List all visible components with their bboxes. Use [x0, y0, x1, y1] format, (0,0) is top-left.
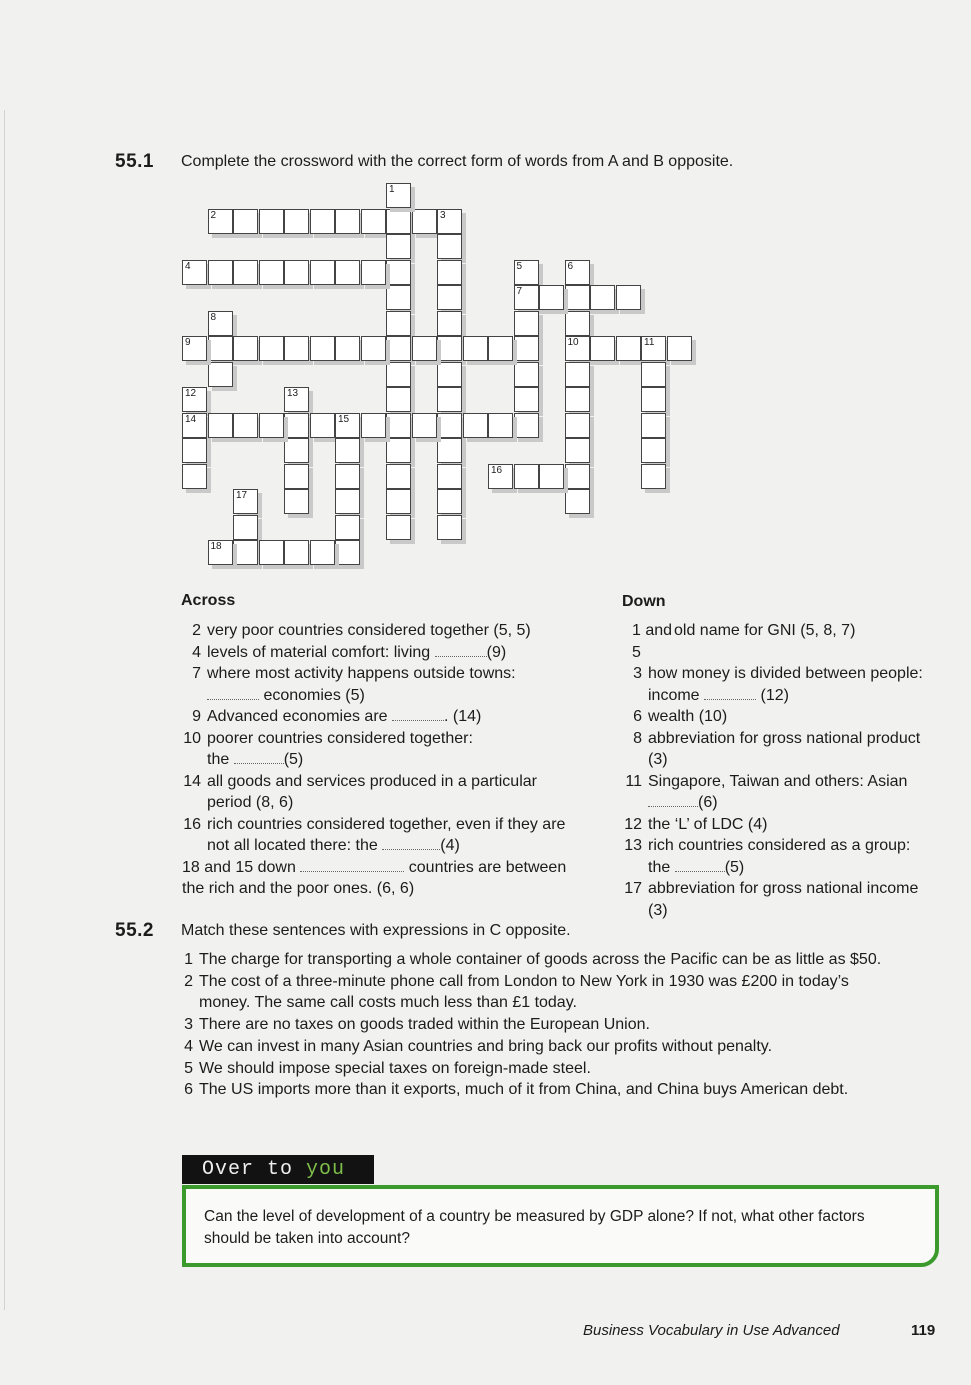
across-clue: 4 levels of material comfort: living (9)	[192, 643, 507, 661]
crossword-cell[interactable]	[641, 336, 666, 361]
crossword-cell[interactable]	[284, 413, 309, 438]
crossword-cell[interactable]	[437, 387, 462, 412]
crossword-cell[interactable]	[641, 464, 666, 489]
down-clue: 8 abbreviation for gross national product (3)	[633, 729, 921, 768]
crossword-cell[interactable]	[667, 336, 692, 361]
crossword-cell[interactable]	[386, 489, 411, 514]
crossword-cell[interactable]	[488, 413, 513, 438]
crossword-cell[interactable]	[539, 464, 564, 489]
crossword-cell[interactable]	[514, 260, 539, 285]
crossword-cell[interactable]	[514, 413, 539, 438]
crossword-cell[interactable]	[233, 209, 258, 234]
crossword-cell[interactable]	[233, 413, 258, 438]
crossword-cell[interactable]	[437, 413, 462, 438]
exercise-instruction-2: Match these sentences with expressions in C opposite.	[181, 922, 571, 939]
crossword-cell[interactable]	[386, 234, 411, 259]
crossword-cell[interactable]	[335, 515, 360, 540]
crossword-cell[interactable]	[208, 540, 233, 565]
crossword-cell[interactable]	[514, 311, 539, 336]
crossword-clue-number: 16	[491, 464, 503, 476]
down-clue: 6 wealth (10)	[633, 708, 728, 725]
crossword-cell[interactable]	[233, 260, 258, 285]
down-clue: 1 and 5 old name for GNI (5, 8, 7)	[632, 622, 856, 661]
crossword-cell[interactable]	[284, 438, 309, 463]
crossword-cell[interactable]	[488, 336, 513, 361]
crossword-cell[interactable]	[539, 285, 564, 310]
crossword-clue-number: 6	[567, 260, 574, 272]
crossword-cell[interactable]	[514, 336, 539, 361]
crossword-cell[interactable]	[284, 336, 309, 361]
across-clue: 18 and 15 down countries are between the rich and the poor ones. (6, 6)	[182, 858, 567, 897]
crossword-cell[interactable]	[335, 209, 360, 234]
across-clue: 9 Advanced economies are . (14)	[192, 708, 482, 725]
crossword-cell[interactable]	[386, 438, 411, 463]
crossword-cell[interactable]	[259, 209, 284, 234]
crossword-cell[interactable]	[386, 515, 411, 540]
across-clue-list	[181, 620, 571, 900]
crossword-cell[interactable]	[565, 413, 590, 438]
across-heading: Across	[181, 592, 236, 609]
crossword-cell[interactable]	[208, 362, 233, 387]
crossword-cell[interactable]	[361, 209, 386, 234]
crossword-clue-number: 4	[185, 260, 191, 272]
crossword-cell[interactable]	[284, 387, 309, 412]
book-title: Business Vocabulary in Use Advanced	[583, 1322, 840, 1339]
crossword-cell[interactable]	[233, 489, 258, 514]
crossword-cell[interactable]	[437, 515, 462, 540]
exercise-number-2: 55.2	[115, 920, 154, 941]
crossword-cell[interactable]	[565, 362, 590, 387]
crossword-cell[interactable]	[616, 336, 641, 361]
match-sentence: 2 The cost of a three-minute phone call from London to New York in 1930 was £200 in today’s money. The same call costs much less than £1 today.	[184, 972, 849, 1012]
match-sentence: 5 We should impose special taxes on foreign-made steel.	[184, 1059, 591, 1077]
crossword-cell[interactable]	[284, 464, 309, 489]
match-sentence: 3 There are no taxes on goods traded within the European Union.	[184, 1016, 650, 1034]
crossword-cell[interactable]	[233, 515, 258, 540]
crossword-cell[interactable]	[386, 362, 411, 387]
crossword-cell[interactable]	[565, 260, 590, 285]
crossword-cell[interactable]	[565, 489, 590, 514]
crossword-cell[interactable]	[233, 336, 258, 361]
crossword-cell[interactable]	[565, 438, 590, 463]
crossword-clue-number: 7	[516, 286, 523, 297]
down-clue: 3 how money is divided between people: income (12)	[633, 665, 923, 704]
crossword-clue-number: 1	[389, 184, 395, 195]
match-sentence: 1 The charge for transporting a whole container of goods across the Pacific can be as little as $50.	[184, 951, 882, 968]
down-clue: 11 Singapore, Taiwan and others: Asian (6)	[625, 772, 908, 811]
crossword-cell[interactable]	[310, 540, 335, 565]
crossword-cell[interactable]	[437, 438, 462, 463]
exercise-instruction-1: Complete the crossword with the correct form of words from A and B opposite.	[181, 153, 734, 170]
crossword-clue-number: 14	[185, 413, 197, 425]
crossword-cell[interactable]	[208, 413, 233, 438]
over-to-you-box	[182, 1185, 939, 1267]
crossword-clue-number: 12	[185, 388, 197, 399]
crossword-cell[interactable]	[386, 260, 411, 285]
crossword-cell[interactable]	[335, 413, 360, 438]
crossword-cell[interactable]	[386, 387, 411, 412]
crossword-cell[interactable]	[437, 285, 462, 310]
crossword-cell[interactable]	[259, 413, 284, 438]
down-clue-list	[622, 620, 932, 921]
crossword-cell[interactable]	[616, 285, 641, 310]
crossword-cell[interactable]	[514, 464, 539, 489]
crossword-cell[interactable]	[310, 336, 335, 361]
crossword-cell[interactable]	[437, 362, 462, 387]
crossword-cell[interactable]	[514, 362, 539, 387]
crossword-cell[interactable]	[488, 464, 513, 489]
crossword-cell[interactable]	[208, 336, 233, 361]
crossword-clue-number: 15	[338, 413, 350, 425]
crossword-cell[interactable]	[463, 413, 488, 438]
crossword-cell[interactable]	[284, 540, 309, 565]
crossword-cell[interactable]	[284, 209, 309, 234]
crossword-cell[interactable]	[182, 336, 207, 361]
crossword-cell[interactable]	[335, 489, 360, 514]
crossword-cell[interactable]	[182, 438, 207, 463]
crossword-clue-number: 17	[236, 490, 248, 501]
page-number: 119	[911, 1322, 936, 1339]
crossword-cell[interactable]	[412, 209, 437, 234]
crossword-cell[interactable]	[335, 464, 360, 489]
crossword-cell[interactable]	[565, 285, 590, 310]
crossword-cell[interactable]	[182, 260, 207, 285]
crossword-cell[interactable]	[386, 209, 411, 234]
crossword-cell[interactable]	[208, 209, 233, 234]
crossword-clue-number: 3	[440, 209, 446, 221]
over-to-you-text: Can the level of development of a country be measured by GDP alone? If not, what other factors should be taken into account?	[204, 1208, 865, 1247]
crossword-cell[interactable]	[565, 336, 590, 361]
crossword-clue-number: 5	[516, 260, 523, 272]
crossword-cell[interactable]	[590, 336, 615, 361]
down-heading: Down	[622, 593, 666, 610]
crossword-cell[interactable]	[310, 260, 335, 285]
crossword-cell[interactable]	[641, 387, 666, 412]
match-sentence: 4 We can invest in many Asian countries and bring back our profits without penalty.	[184, 1037, 773, 1055]
crossword-cell[interactable]	[310, 413, 335, 438]
crossword-cell[interactable]	[259, 260, 284, 285]
crossword-cell[interactable]	[437, 234, 462, 259]
crossword-cell[interactable]	[259, 540, 284, 565]
match-sentence-list	[181, 949, 901, 1101]
crossword-clue-number: 18	[210, 541, 222, 552]
crossword-clue-number: 8	[210, 311, 217, 323]
across-clue: 10 poorer countries considered together: the (5)	[183, 729, 473, 768]
crossword-cell[interactable]	[182, 413, 207, 438]
crossword-cell[interactable]	[590, 285, 615, 310]
exercise-number-1: 55.1	[115, 151, 154, 172]
crossword-cell[interactable]	[641, 362, 666, 387]
crossword-cell[interactable]	[386, 336, 411, 361]
crossword-cell[interactable]	[437, 489, 462, 514]
crossword-cell[interactable]	[361, 336, 386, 361]
crossword-cell[interactable]	[641, 413, 666, 438]
crossword-cell[interactable]	[284, 489, 309, 514]
crossword-cell[interactable]	[208, 260, 233, 285]
crossword-cell[interactable]	[514, 285, 539, 310]
crossword-cell[interactable]	[386, 285, 411, 310]
down-clue: 13 rich countries considered as a group: the (5)	[624, 837, 911, 876]
crossword-cell[interactable]	[335, 438, 360, 463]
crossword-cell[interactable]	[310, 209, 335, 234]
crossword-cell[interactable]	[335, 540, 360, 565]
crossword-cell[interactable]	[335, 260, 360, 285]
crossword-cell[interactable]	[437, 464, 462, 489]
crossword-cell[interactable]	[565, 311, 590, 336]
down-clue: 17 abbreviation for gross national income (3)	[624, 880, 919, 919]
crossword-cell[interactable]	[361, 413, 386, 438]
crossword-cell[interactable]	[361, 260, 386, 285]
crossword-cell[interactable]	[386, 464, 411, 489]
across-clue: 2 very poor countries considered together (5, 5)	[192, 622, 531, 639]
crossword-cell[interactable]	[259, 336, 284, 361]
crossword-clue-number: 10	[567, 337, 579, 348]
over-to-you-tab: Over to you	[182, 1155, 374, 1184]
crossword-cell[interactable]	[335, 336, 360, 361]
crossword-cell[interactable]	[182, 387, 207, 412]
crossword-cell[interactable]	[437, 311, 462, 336]
crossword-grid[interactable]	[0, 0, 971, 600]
crossword-clue-number: 13	[287, 388, 299, 399]
crossword-cell[interactable]	[641, 438, 666, 463]
crossword-cell[interactable]	[284, 260, 309, 285]
match-sentence: 6 The US imports more than it exports, much of it from China, and China buys American debt.	[184, 1081, 849, 1099]
crossword-cell[interactable]	[386, 311, 411, 336]
down-clue: 12 the ‘L’ of LDC (4)	[624, 815, 768, 833]
crossword-cell[interactable]	[514, 387, 539, 412]
crossword-cell[interactable]	[437, 260, 462, 285]
crossword-clue-number: 2	[210, 209, 217, 221]
crossword-cell[interactable]	[437, 209, 462, 234]
crossword-cell[interactable]	[412, 413, 437, 438]
crossword-cell[interactable]	[412, 336, 437, 361]
crossword-cell[interactable]	[208, 311, 233, 336]
crossword-cell[interactable]	[437, 336, 462, 361]
crossword-clue-number: 9	[185, 337, 191, 348]
across-clue: 7 where most activity happens outside towns: economies (5)	[192, 665, 516, 704]
crossword-cell[interactable]	[565, 387, 590, 412]
crossword-cell[interactable]	[233, 540, 258, 565]
crossword-cell[interactable]	[463, 336, 488, 361]
crossword-cell[interactable]	[565, 464, 590, 489]
crossword-cell[interactable]	[386, 413, 411, 438]
crossword-cell[interactable]	[386, 183, 411, 208]
crossword-clue-number: 11	[644, 337, 655, 348]
across-clue: 14 all goods and services produced in a particular period (8, 6)	[183, 772, 537, 811]
across-clue: 16 rich countries considered together, even if they are not all located there: the (4)	[183, 815, 566, 854]
crossword-cell[interactable]	[182, 464, 207, 489]
